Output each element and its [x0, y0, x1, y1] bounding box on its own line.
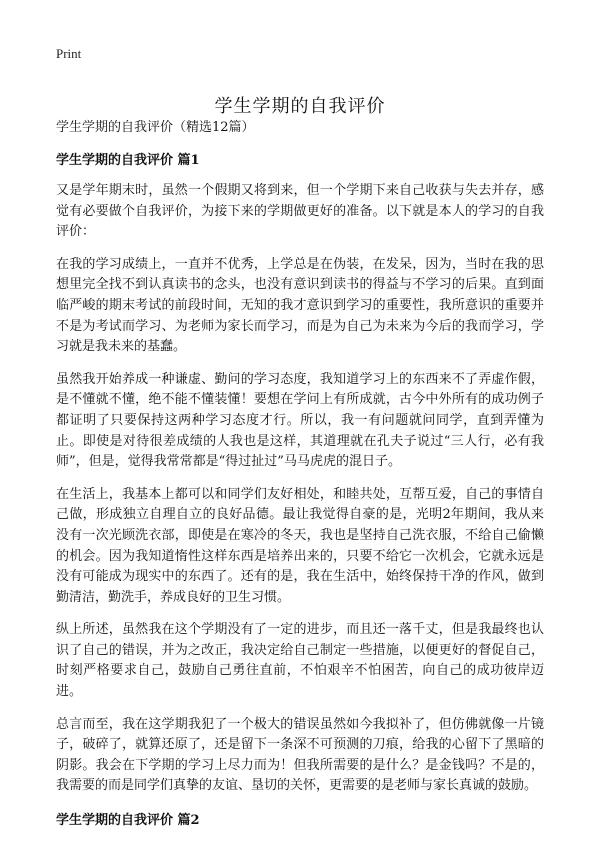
paragraph: 在生活上，我基本上都可以和同学们友好相处，和睦共处，互帮互爱，自己的事情自己做，形成独立自理自立的良好品德。最让我觉得自豪的是，光明2年期间，我从来没有一次光顾洗衣部，即使是在寒冷的冬天，我也是坚持自己洗衣服，不给自己偷懒的机会。因为我知道惰性这样东西是培养出来的，只要不给它一次机会，它就永远是没有可能成为现实中的东西了。还有的是，我在生活中，始终保持干净的作风，做到勤清洁，勤洗手，养成良好的卫生习惯。: [56, 486, 544, 605]
document-body: [56, 118, 544, 841]
paragraph: 纵上所述，虽然我在这个学期没有了一定的进步，而且还一落千丈，但是我最终也认识了自己的错误，并为之改正，我决定给自己制定一些措施，以便更好的督促自己，时刻严格要求自己，鼓励自己勇往直前，不怕艰辛不怕困苦，向自己的成功彼岸迈进。: [56, 622, 544, 700]
paragraph: 虽然我开始养成一种谦虚、勤问的学习态度，我知道学习上的东西来不了弄虚作假，是不懂就不懂，绝不能不懂装懂！要想在学问上有所成就，古今中外所有的成功例子都证明了只要保持这两种学习态度才行。所以，我一有问题就问同学，直到弄懂为止。即使是对待很差成绩的人我也是这样，其道理就在孔夫子说过“三人行，必有我师”，但是，觉得我常常都是“得过扯过”马马虎虎的混日子。: [56, 371, 544, 470]
document-subtitle: 学生学期的自我评价（精选12篇）: [56, 120, 255, 135]
section-heading-1: 学生学期的自我评价 篇1: [56, 153, 200, 168]
paragraph: 又是学年期末时，虽然一个假期又将到来，但一个学期下来自己收获与失去并存，感觉有必要做个自我评价，为接下来的学期做更好的准备。以下就是本人的学习的自我评价：: [56, 183, 544, 240]
paragraph: 总言而至，我在这学期我犯了一个极大的错误虽然如今我拟补了，但仿佛就像一片镜子，破碎了，就算还原了，还是留下一条深不可预测的刀痕，给我的心留下了黑暗的阴影。我会在下学期的学习上尽力而为！但我所需要的是什么？是金钱吗？不是的，我需要的而是同学们真挚的友谊、垦切的关怀，更需要的是老师与家长真诚的鼓励。: [56, 716, 544, 794]
section-heading-2: 学生学期的自我评价 篇2: [56, 813, 200, 829]
print-link[interactable]: Print: [56, 46, 82, 61]
paragraph: 在我的学习成绩上，一直并不优秀，上学总是在伪装，在发呆，因为，当时在我的思想里完全找不到认真读书的念头，也没有意识到读书的得益与不学习的后果。直到面临严峻的期末考试的前段时间，无知的我才意识到学习的重要性，我所意识的重要并不是为考试而学习、为老师为家长而学习，而是为自己为未来为今后的我而学习，学习就是我未来的基蠢。: [56, 256, 544, 355]
page-title: 学生学期的自我评价: [214, 96, 386, 118]
